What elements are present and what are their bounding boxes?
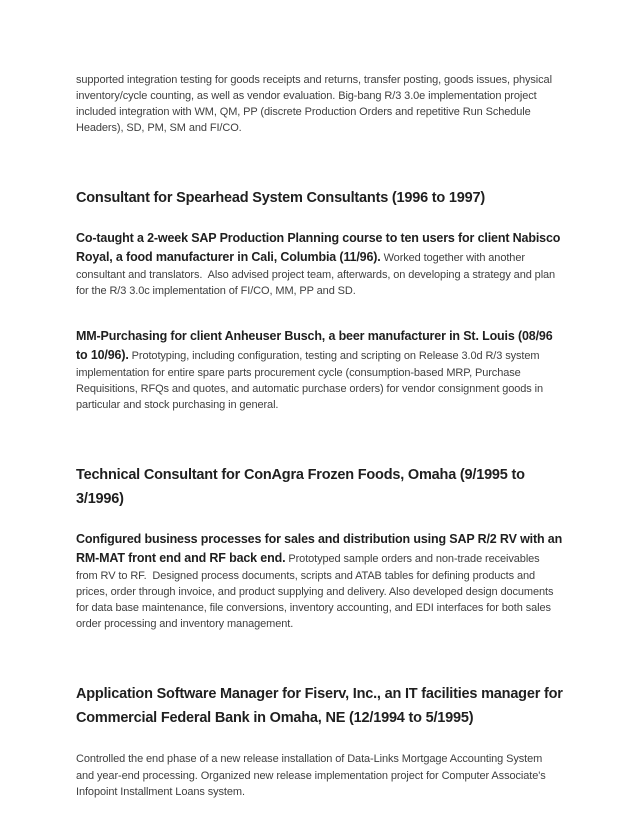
experience-entry xyxy=(76,327,563,413)
section-heading: Consultant for Spearhead System Consultants (1996 to 1997) xyxy=(76,190,486,206)
sections-container xyxy=(76,186,563,800)
entry-body-text: Prototyped sample orders and non-trade receivables from RV to RF. Designed process documents, scripts and ATAB tables for defining products and prices, order through invoice, and product supplying and delivery. Also developed design documents for data base maintenance, file conversions, inventory accounting, and EDI interfaces for both sales order processing and inventory management. xyxy=(76,553,554,630)
entry-body-text: Prototyping, including configuration, testing and scripting on Release 3.0d R/3 system implementation for entire spare parts procurement cycle (consumption-based MRP, Purchase Requisitions, RFQs and quotes, and automatic purchase orders) for vendor consignment goods in particular and stock purchasing in general. xyxy=(76,350,544,411)
entry-body-text: Controlled the end phase of a new release installation of Data-Links Mortgage Accounting System and year-end processing. Organized new release implementation project for Computer Associate's Infopoint Installment Loans system. xyxy=(76,753,546,798)
section-heading: Technical Consultant for ConAgra Frozen Foods, Omaha (9/1995 to 3/1996) xyxy=(76,467,525,507)
entry-lead-text: Co-taught a 2-week SAP Production Planning course to ten users for client Nabisco Royal, a food manufacturer in Cali, Columbia (11/96). xyxy=(76,231,561,264)
experience-section xyxy=(76,682,563,800)
section-heading: Application Software Manager for Fiserv, Inc., an IT facilities manager for Commercial Federal Bank in Omaha, NE (12/1994 to 5/1995) xyxy=(76,686,563,726)
intro-paragraph: supported integration testing for goods receipts and returns, transfer posting, goods issues, physical inventory/cycle counting, as well as vendor evaluation. Big-bang R/3 3.0e implementation project included integration with WM, QM, PP (discrete Production Orders and repetitive Run Schedule Headers), SD, PM, SM and FI/CO. xyxy=(76,74,552,134)
experience-section xyxy=(76,186,563,413)
experience-entry xyxy=(76,530,563,632)
experience-entry xyxy=(76,229,563,299)
experience-entry xyxy=(76,749,563,800)
experience-section xyxy=(76,463,563,632)
entry-lead-text: Configured business processes for sales and distribution using SAP R/2 RV with an RM-MAT front end and RF back end. xyxy=(76,532,563,565)
document-content xyxy=(76,72,563,800)
entry-body-text: Worked together with another consultant and translators. Also advised project team, afterwards, on developing a strategy and plan for the R/3 3.0c implementation of FI/CO, MM, PP and SD. xyxy=(76,252,556,297)
entry-lead-text: MM-Purchasing for client Anheuser Busch, a beer manufacturer in St. Louis (08/96 to 10/96). xyxy=(76,329,553,362)
